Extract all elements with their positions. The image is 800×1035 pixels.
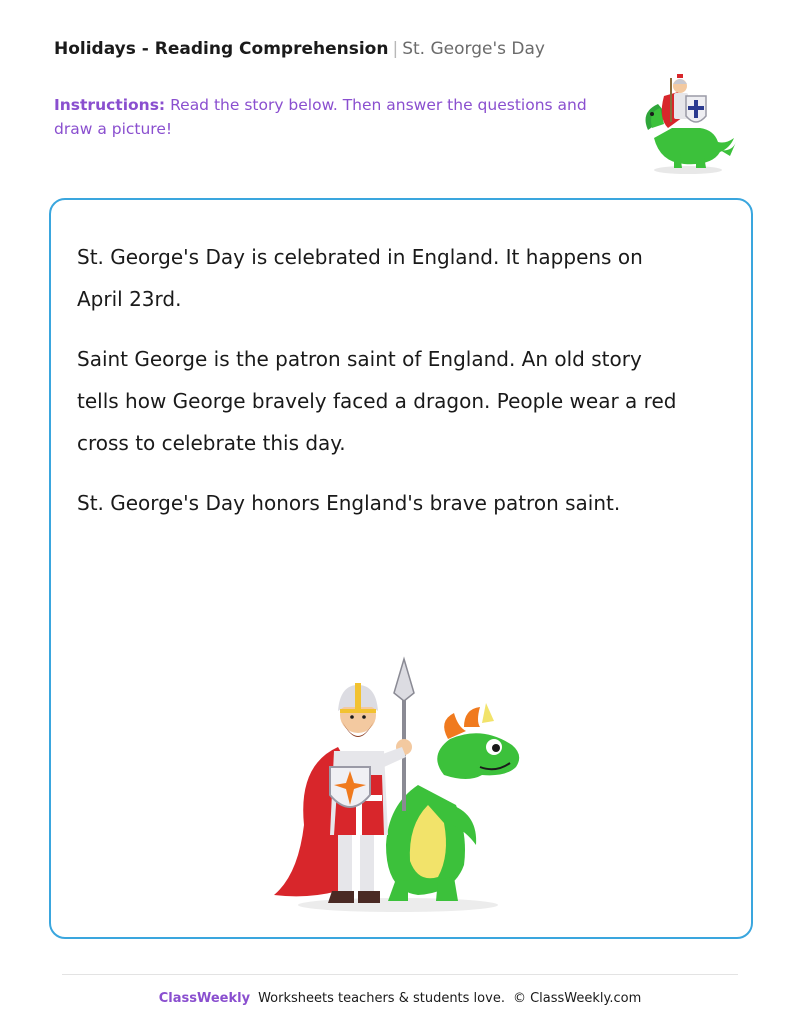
footer-brand: ClassWeekly [158, 991, 251, 1006]
story-paragraph: St. George's Day honors England's brave patron saint. [77, 491, 621, 515]
title-separator: | [392, 39, 399, 59]
instructions-label: Instructions: [54, 96, 166, 114]
story-text [77, 236, 687, 542]
knight-and-dragon-illustration [268, 655, 528, 915]
footer-copyright: © ClassWeekly.com [512, 991, 642, 1006]
story-paragraph: St. George's Day is celebrated in England. It happens on April 23rd. [77, 245, 643, 311]
knight-on-dragon-icon [634, 72, 738, 176]
footer [0, 989, 800, 1009]
worksheet-title: Holidays - Reading Comprehension [54, 39, 389, 59]
worksheet-header [54, 37, 545, 61]
instructions [54, 93, 614, 141]
footer-divider [62, 974, 738, 975]
footer-tagline: Worksheets teachers & students love. [258, 991, 505, 1006]
story-paragraph: Saint George is the patron saint of England. An old story tells how George bravely faced a dragon. People wear a red cross to celebrate this day. [77, 347, 677, 455]
instructions-text: Read the story below. Then answer the questions and draw a picture! [54, 96, 587, 138]
worksheet-subtitle: St. George's Day [402, 39, 545, 59]
